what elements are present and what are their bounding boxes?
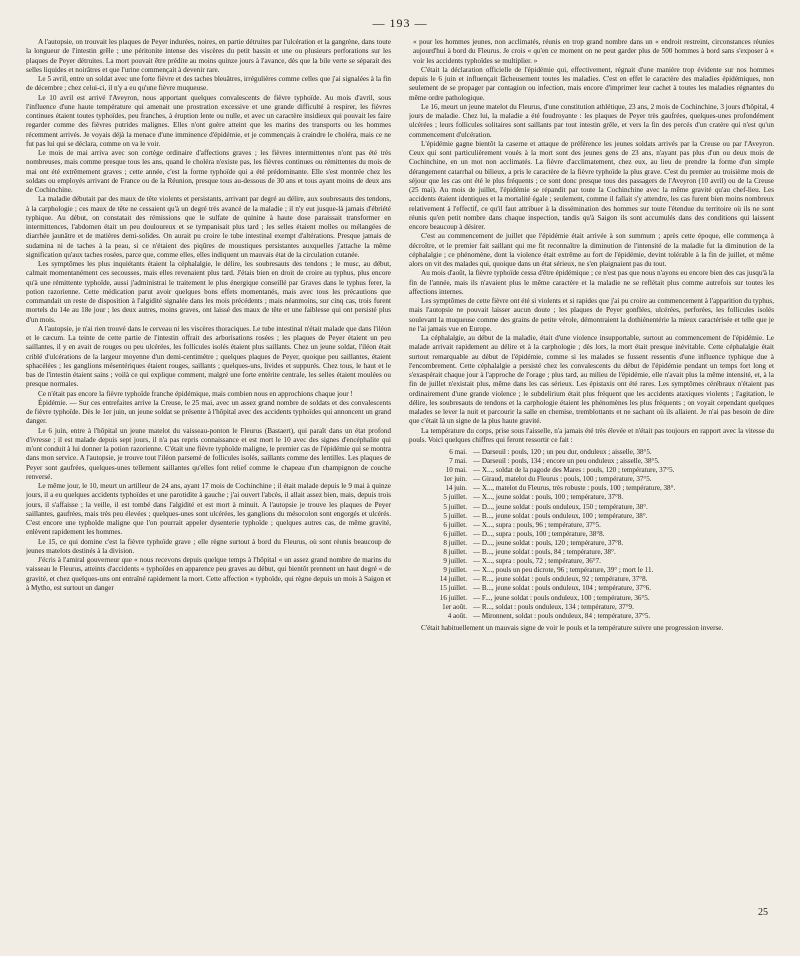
text-columns xyxy=(26,38,774,936)
left-column-paragraph: Les symptômes les plus inquiétants étaient la céphalalgie, le délire, les soubresauts des tendons ; le musc, au début, calmait momentanément ces secousses, mais elles revenaient plus tard. J'étais bien en droit de croire au typhus, plus encore qu'à une rémittente typhoïde, aussi j'administrai le traitement le plus énergique conseillé par Graves dans le typhus ferer, la potion razorienne. Cette médication parut avoir quelques bons effets momentanés, mais avec tous les précautions que commandait un reste de disposition à l'algidité signalée dans les mois précédents ; mais néanmoins, sur cinq cas, trois furent mortels du 14e au 18e jour ; les deux autres, moins graves, ont laissé des maux de tête et une faiblesse qui ont persisté plus d'un mois. xyxy=(26,260,391,324)
right-column-text xyxy=(409,38,774,445)
record-date: 14 juin. xyxy=(445,484,467,493)
record-description: — Mironnent, soldat : pouls onduleux, 84 ; température, 37°5. xyxy=(473,611,651,620)
record-date: 8 juillet. xyxy=(443,538,467,547)
right-column-paragraph: « pour les hommes jeunes, non acclimatés, réunis en trop grand nombre dans un « endroit restreint, circonstances réunies aujourd'hui à bord du Fleurus. Je crois « qu'en ce moment on ne peut garder plus de 500 hommes à bord sans s'exposer à « voir les accidents typhoïdes se multiplier. » xyxy=(413,38,774,65)
page-number: — 193 — xyxy=(372,16,428,30)
temperature-record-row xyxy=(409,575,774,584)
record-date: 5 juillet. xyxy=(443,493,467,502)
record-date: 15 juillet. xyxy=(439,584,467,593)
temperature-record-row xyxy=(409,584,774,593)
left-column-paragraph: Le 10 avril est arrivé l'Aveyron, nous apportant quelques convalescents de fièvre typhoïde. Au mois d'avril, sous l'influence d'une haute température qui amenait une prostration excessive et une grande difficulté à respirer, les fièvres continues étaient toutes typhoïdes, peu franches, à éruption lente ou nulle, et avec un caractère insidieux qui pouvait les faire regarder comme des fièvres putrides malignes. Elles n'ont guère atteint que les marins des transports ou les hommes récemment arrivés. Je voyais déjà la menace d'une imminence d'épidémie, et je commençais à craindre le choléra, mais ce ne fut pas lui qui se déclara, comme on va le voir. xyxy=(26,93,391,148)
right-column-paragraph: C'est au commencement de juillet que l'épidémie était arrivée à son summum ; après cette époque, elle commença à décroître, et le premier fait saillant qui me fit reconnaître la diminution de l'intensité de la maladie fut la diminution de la céphalalgie ; ce phénomène, dont la violence était extrême au fort de l'épidémie, devint tolérable à la fin de juillet, et même alors on vit des malades qui, quoique dans un état sérieux, ne s'en plaignaient pas du tout. xyxy=(409,232,774,268)
record-description: — R..., jeune soldat : pouls onduleux, 92 ; température, 37°8. xyxy=(473,575,648,584)
left-column-paragraph: Épidémie. — Sur ces entrefaites arrive la Creuse, le 25 mai, avec un assez grand nombre de soldats et des convalescents de fièvre typhoïde. Dès le 1er juin, un jeune soldat se présente à l'hôpital avec des accidents typhoïdes qui annoncent un grand danger. xyxy=(26,398,391,426)
left-column-paragraph: Ce n'était pas encore la fièvre typhoïde franche épidémique, mais combien nous en approchions chaque jour ! xyxy=(38,389,353,398)
temperature-record-row xyxy=(409,539,774,548)
temperature-record-row xyxy=(409,612,774,621)
temperature-record-row xyxy=(409,566,774,575)
temperature-record-row xyxy=(409,484,774,493)
record-description: — D..., supra : pouls, 100 ; température, 38°8. xyxy=(473,529,605,538)
left-column xyxy=(26,38,391,936)
left-column-paragraph: Le 6 juin, entre à l'hôpital un jeune matelot du vaisseau-ponton le Fleurus (Bastaert), qui paraît dans un état profond d'ivresse ; il est malade depuis sept jours, il n'a pas repris connaissance et est mort le 10 avec des signes d'encéphalite qui m'ont conduit à lui donner la potion razorienne. C'était une fièvre typhoïde maligne, le premier cas de l'épidémie qui se montra dans mon service. A l'autopsie, je trouve tout l'iléon parsemé de follicules isolés, saillants comme des lentilles. Les plaques de Peyer sont gaufrées, quelques-unes tellement saillantes qu'elles font relief comme le chapeau d'un champignon de couche renversé. xyxy=(26,426,391,481)
left-column-paragraph: Le mois de mai arriva avec son cortège ordinaire d'affections graves ; les fièvres intermittentes n'ont pas été très nombreuses, mais comme presque tous les ans, quand le choléra n'existe pas, les fièvres continues ou rémittentes du mois de mai ont été extrêmement graves ; cette année, c'est la forme typhoïde qui a été prédominante. Elle s'est montrée chez les soldats ou employés arrivant de France ou de la Réunion, presque tous au-dessous de 30 ans et tous ayant moins de deux ans de Cochinchine. xyxy=(26,149,391,194)
record-description: — B..., jeune soldat : pouls, 84 ; température, 38°. xyxy=(473,548,616,557)
signature-mark: 25 xyxy=(758,907,768,918)
record-description: — X..., soldat de la pagode des Mares : pouls, 120 ; température, 37°5. xyxy=(473,466,675,475)
record-description: — X..., jeune soldat : pouls, 100 ; température, 37°8. xyxy=(473,493,624,502)
right-column-paragraph: L'épidémie gagne bientôt la caserne et attaque de préférence les jeunes soldats arrivés par la Creuse ou par l'Aveyron. Ceux qui sont particulièrement voués à la mort sont des jeunes gens de 23 ans, n'ayant pas plus d'un ou deux mois de Cochinchine, en un mot non acclimatés. La fièvre d'acclimatement, chez eux, au lieu de prendre la forme d'un simple dérangement catarrhal ou bilieux, a pris le caractère de la fièvre typhoïde la plus grave. C'est du premier au troisième mois de séjour que les cas ont été le plus fréquents ; ce sont donc presque tous des passagers de l'Aveyron (10 avril) ou de la Creuse (25 mai). Au mois de juillet, l'épidémie se répandit par toute la Cochinchine avec la même gravité qu'au chef-lieu. Les accidents étaient identiques et la mortalité égale ; seulement, comme il fallait s'y attendre, les cas furent bien moins nombreux relativement à l'effectif, ce qu'il faut attribuer à la dissémination des hommes sur toute l'étendue du territoire où ils ne sont réunis qu'en petit nombre dans chaque inspection, tandis qu'à Saigon ils sont accumulés dans des conditions qui laissent encore beaucoup à désirer. xyxy=(409,139,774,231)
record-date: 6 mai. xyxy=(449,448,467,456)
record-description: — R..., soldat : pouls onduleux, 134 ; température, 37°9. xyxy=(473,602,634,611)
right-column-paragraph: Au mois d'août, la fièvre typhoïde cessa d'être épidémique ; ce n'est pas que nous n'ayons eu encore bien des cas jusqu'à la fin de l'année, mais ils n'avaient plus le même caractère et la maladie ne se reflétait plus comme autrefois sur toutes les affections internes. xyxy=(409,269,774,296)
record-date: 6 juillet. xyxy=(443,520,467,529)
record-date: 5 juillet. xyxy=(443,511,467,520)
temperature-record-row xyxy=(409,603,774,612)
record-description: — B..., jeune soldat : pouls onduleux, 100 ; température, 38°. xyxy=(473,511,648,520)
temperature-record-row xyxy=(409,548,774,557)
right-column-paragraph: La température du corps, prise sous l'aisselle, n'a jamais été très élevée et n'était pas toujours en rapport avec la vitesse du pouls. Voici quelques chiffres qui feront ressortir ce fait : xyxy=(409,426,774,444)
temperature-record-row xyxy=(409,448,774,457)
record-description: — Darseuil : pouls, 120 ; un peu dur, onduleux ; aisselle, 38°5. xyxy=(473,448,652,456)
left-column-paragraph: Le 15, ce qui domine c'est la fièvre typhoïde grave ; elle règne surtout à bord du Fleurus, où sont réunis beaucoup de jeunes matelots destinés à la division. xyxy=(26,537,391,555)
record-date: 14 juillet. xyxy=(439,575,467,584)
record-description: — X..., supra : pouls, 96 ; température, 37°5. xyxy=(473,520,601,529)
right-column xyxy=(409,38,774,936)
right-column-paragraph: La céphalalgie, au début de la maladie, était d'une violence insupportable, surtout au commencement de l'épidémie. Le malade arrivait rapidement au délire et à la carphologie ; dès lors, la mort était presque inévitable. Cette céphalalgie était surtout remarquable au début de l'épidémie, comme si les malades se fussent ressentis d'une influence typhique due à l'encombrement. Cette céphalalgie a persisté chez les convalescents du début de l'épidémie pendant un temps fort long et s'exaspérait chaque jour à l'approche de l'orage ; plus tard, au milieu de l'épidémie, elle n'avait plus la même intensité, et, à la fin de juillet n'existait plus, même dans les cas sérieux. Les épistaxis ont été rares. Les symptômes cérébraux n'étaient pas ordinairement d'une grande violence ; le subdelirium était plus fréquent que les accidents ataxiques violents ; l'agitation, le délire, les soubresauts de tendons et la carphologie étaient les phénomènes les plus fréquents ; on voyait cependant quelques malades se lever la nuit et parcourir la salle en chemise, tremblottants et ne sachant où ils allaient. Je n'ai pas besoin de dire que c'était là un signe de la plus haute gravité. xyxy=(409,334,774,426)
record-date: 9 juillet. xyxy=(443,557,467,566)
record-date: 1er juin. xyxy=(443,475,467,484)
record-description: — X..., pouls un peu dicrote, 96 ; température, 39° ; mort le 11. xyxy=(473,566,654,575)
record-description: — D..., jeune soldat : pouls onduleux, 150 ; température, 38°. xyxy=(473,502,648,511)
record-description: — X..., matelot du Fleurus, très robuste : pouls, 100 ; température, 38°. xyxy=(473,484,676,493)
record-date: 10 mai. xyxy=(445,466,467,475)
temperature-record-row xyxy=(409,503,774,512)
temperature-record-row xyxy=(409,457,774,466)
temperature-record-row xyxy=(409,512,774,521)
record-description: — F..., jeune soldat : pouls onduleux, 100 ; température, 36°5. xyxy=(473,593,650,602)
left-column-paragraph: Le même jour, le 10, meurt un artilleur de 24 ans, ayant 17 mois de Cochinchine ; il était malade depuis le 9 mai à quinze jours, il a eu quelques accidents typhoïdes et une parotidite à gauche ; j'ai ouvert l'abcès, il allait assez bien, mais, depuis trois jours, il s'affaisse ; la veille, il est tombé dans l'algidité et est mort à minuit. A l'autopsie je trouve les plaques de Peyer saillantes, gaufrées, mais très peu élevées ; quelques-unes sont ulcérées, les ganglions du mésocolon sont engorgés et ulcérés. C'est encore une typhoïde maligne que l'on pourrait appeler dysenterie typhoïde ; quelques autres cas, de même gravité, enlèvent rapidement les hommes. xyxy=(26,482,391,537)
record-date: 1er août. xyxy=(442,602,467,611)
record-date: 6 juillet. xyxy=(443,529,467,538)
temperature-record-row xyxy=(409,557,774,566)
record-date: 5 juillet. xyxy=(443,502,467,511)
record-date: 7 mai. xyxy=(449,457,467,466)
record-date: 4 août. xyxy=(447,611,467,620)
left-column-paragraph: La maladie débutait par des maux de tête violents et persistants, arrivant par degré au délire, aux soubresauts des tendons, à la carphologie ; ces maux de tête ne cessaient qu'à un degré très avancé de la maladie ; il n'y eut jusque-là jamais d'ébriété typhique. Au début, on constatait des rémissions que le sulfate de quinine à haute dose paraissait transformer en intermittences, l'abdomen était un peu douloureux et se tympanisait plus tard ; les selles étaient molles ou mélangées de diarrhée jaunâtre et de matières demi-solides. On aurait pu croire le tube intestinal exempt d'altérations. Presque jamais de sudamina ni de taches à la peau, si ce n'étaient des piqûres de moustiques persistantes auxquelles j'attache la même signification qu'aux taches rosées, parce que, comme elles, elles indiquent un mauvais état de la circulation cutanée. xyxy=(26,195,391,259)
right-column-paragraph: Le 16, meurt un jeune matelot du Fleurus, d'une constitution athlétique, 23 ans, 2 mois de Cochinchine, 3 jours d'hôpital, 4 jours de maladie. Chez lui, la maladie a été foudroyante : les plaques de Peyer très gaufrées, quelques-unes profondément ulcérées ; leurs follicules solitaires sont saillants par tout intestin grêle, et vers la fin des percés d'un cratère qui n'est qu'un commencement d'ulcération. xyxy=(409,102,774,139)
temperature-records xyxy=(409,448,774,621)
temperature-record-row xyxy=(409,493,774,502)
temperature-record-row xyxy=(409,594,774,603)
record-description: — Giraud, matelot du Fleurus : pouls, 100 ; température, 37°5. xyxy=(473,475,652,484)
left-column-paragraph: A l'autopsie, je n'ai rien trouvé dans le cerveau ni les viscères thoraciques. Le tube intestinal n'était malade que dans l'iléon et le cæcum. La teinte de cette partie de l'intestin offrait des arborisations rosées ; les plaques de Peyer étaient un peu saillantes, il y en avait de rouges ou peu ulcérées, les follicules isolés étaient plus saillants. Chez un jeune soldat, l'iléon était criblé d'ulcérations de la largeur moyenne d'un demi-centimètre ; quelques plaques de Peyer, quoique peu saillantes, étaient sphacélées ; les ganglions mésentériques étaient rouges, saillants ; quelques-uns, livides et suppurés. Chez tous, le haut et le bas de l'intestin étaient sains ; voilà ce qui explique comment, malgré une forte entérite centrale, les selles étaient moulées ou presque normales. xyxy=(26,324,391,389)
record-date: 16 juillet. xyxy=(439,593,467,602)
left-column-paragraph: Le 5 avril, entre un soldat avec une forte fièvre et des taches bleuâtres, irrégulières comme celles que j'ai signalées à la fin de décembre ; chez celui-ci, il n'y a eu qu'une fièvre muqueuse. xyxy=(26,75,391,93)
temperature-record-row xyxy=(409,466,774,475)
record-date: 9 juillet. xyxy=(443,566,467,575)
temperature-record-row xyxy=(409,521,774,530)
right-column-paragraph: Les symptômes de cette fièvre ont été si violents et si rapides que j'ai pu croire au commencement à l'apparition du typhus, mais l'autopsie ne pouvait laisser aucun doute ; les plaques de Peyer gonflées, ulcérées, perforées, les follicules isolés soulevant la muqueuse comme des grains de petite vérole, démontraient la dothiénentérie la mieux caractérisée et telle que je ne l'ai jamais vue en Europe. xyxy=(409,297,774,333)
record-description: — D..., jeune soldat : pouls, 120 ; température, 37°8. xyxy=(473,538,624,547)
temperature-record-row xyxy=(409,475,774,484)
temperature-record-row xyxy=(409,530,774,539)
closing-paragraph: C'était habituellement un mauvais signe de voir le pouls et la température suivre une progression inverse. xyxy=(421,623,724,632)
left-column-paragraph: J'écris à l'amiral gouverneur que « nous recevons depuis quelque temps à l'hôpital « un assez grand nombre de marins du vaisseau le Fleurus, atteints d'accidents « typhoïdes en apparence peu graves au début, qui bientôt prennent un haut degré « de gravité, et chez quelques-uns ont entraîné rapidement la mort. Cette affection « typhoïde, qui règne depuis un mois à Saigon et à Mytho, est surtout un danger xyxy=(26,556,391,592)
right-column-paragraph: C'était la déclaration officielle de l'épidémie qui, effectivement, régnait d'une manière trop évidente sur nos hommes depuis le 6 juin et influençait fâcheusement toutes les maladies. C'est en effet le caractère des maladies épidémiques, non seulement de se propager par contagion ou infection, mais encore d'imprimer leur cachet à toutes les maladies régnantes du même ordre pathologique. xyxy=(409,65,774,102)
left-column-paragraph: A l'autopsie, on trouvait les plaques de Peyer indurées, noires, en partie détruites par l'ulcération et la gangrène, dans toute la longueur de l'intestin grêle ; une péritonite intense des viscères du petit bassin et une ou plusieurs perforations sur les plaques de Peyer détruites. La mort pouvait être prédite au moins quinze jours à l'avance, dès que la bile verte se séparait des selles liquides et noirâtres et que l'urine commençait à devenir rare. xyxy=(26,38,391,74)
record-description: — Darseuil : pouls, 134 ; encore un peu onduleux ; aisselle, 38°5. xyxy=(473,457,660,466)
record-date: 8 juillet. xyxy=(443,548,467,557)
record-description: — X..., supra : pouls, 72 ; température, 36°7. xyxy=(473,557,601,566)
record-description: — B..., jeune soldat : pouls onduleux, 104 ; température, 37°6. xyxy=(473,584,651,593)
